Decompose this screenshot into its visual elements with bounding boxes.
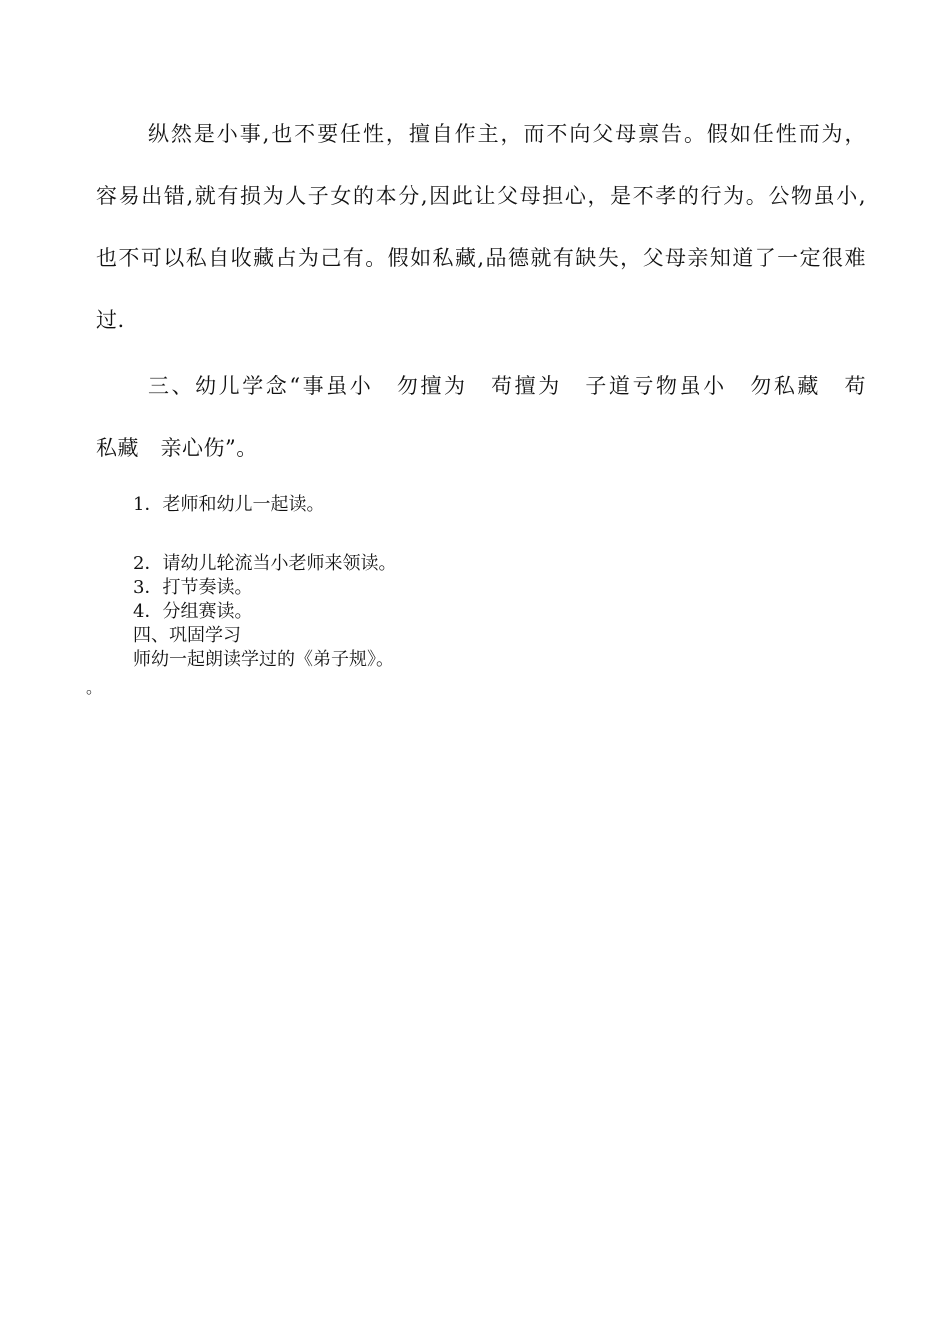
section-three-line: 私藏 亲心伤”。 <box>96 436 258 460</box>
section-three-line: 三、幼儿学念“事虽小 勿擅为 苟擅为 子道亏物虽小 勿私藏 苟 <box>148 374 866 398</box>
section-three-recitation <box>96 355 866 479</box>
section-four-body: 师幼一起朗读学过的《弟子规》。 <box>133 649 394 670</box>
paragraph-line: 纵然是小事,也不要任性，擅自作主，而不向父母禀告。假如任性而为， <box>148 122 866 146</box>
paragraph-line: 过. <box>96 308 125 332</box>
step-list-item: 1．老师和幼儿一起读。 <box>133 494 325 515</box>
paragraph-filial-conduct <box>96 103 866 351</box>
step-list-item: 3．打节奏读。 <box>133 577 253 598</box>
stray-punctuation-mark: 。 <box>86 678 103 697</box>
step-list-item: 2．请幼儿轮流当小老师来领读。 <box>133 553 397 574</box>
paragraph-line: 也不可以私自收藏占为己有。假如私藏,品德就有缺失，父母亲知道了一定很难 <box>96 246 866 270</box>
step-list-item: 4．分组赛读。 <box>133 601 253 622</box>
paragraph-line: 容易出错,就有损为人子女的本分,因此让父母担心，是不孝的行为。公物虽小, <box>96 184 866 208</box>
section-four-heading: 四、巩固学习 <box>133 625 241 646</box>
step-list <box>133 552 396 672</box>
